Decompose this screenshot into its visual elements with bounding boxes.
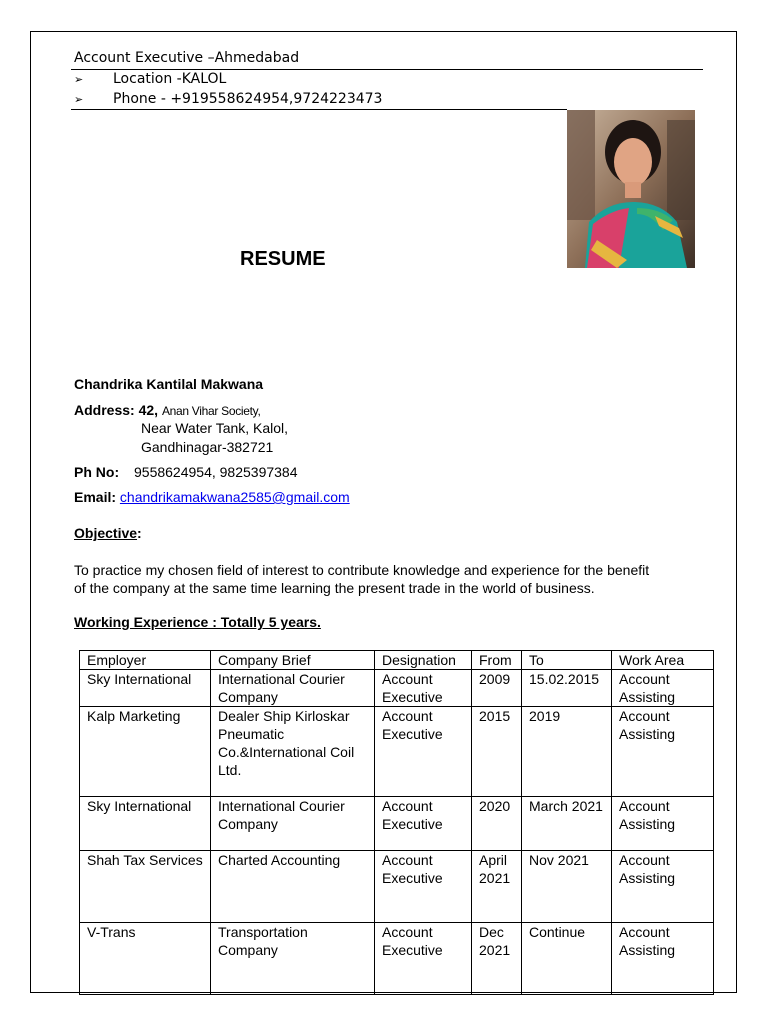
table-row	[80, 851, 714, 923]
email-link[interactable]: chandrikamakwana2585@gmail.com	[119, 489, 350, 505]
address-line-3: Gandhinagar-382721	[141, 439, 274, 455]
cell-company-brief: Transportation Company	[211, 923, 375, 995]
cell-employer: Kalp Marketing	[80, 707, 211, 797]
cell-to: Continue	[522, 923, 612, 995]
email-line	[74, 488, 350, 506]
cell-from: 2015	[472, 707, 522, 797]
cell-work-area: Account Assisting	[612, 797, 714, 851]
objective-heading: Objective:	[74, 525, 142, 541]
cell-designation: Account Executive	[375, 670, 472, 707]
resume-title: RESUME	[240, 248, 326, 270]
header-divider	[71, 69, 703, 70]
profile-photo	[567, 110, 695, 268]
address-number: 42,	[138, 402, 159, 418]
address-line	[74, 401, 261, 420]
cell-designation: Account Executive	[375, 851, 472, 923]
cell-employer: Sky International	[80, 670, 211, 707]
bullet-icon: ➢	[74, 74, 84, 86]
table-row	[80, 923, 714, 995]
cell-company-brief: International Courier Company	[211, 670, 375, 707]
cell-employer: Sky International	[80, 797, 211, 851]
cell-company-brief: Charted Accounting	[211, 851, 375, 923]
cell-to: 15.02.2015	[522, 670, 612, 707]
phone-header-text: Phone - +919558624954,9724223473	[113, 91, 383, 107]
cell-work-area: Account Assisting	[612, 707, 714, 797]
header-company-brief: Company Brief	[211, 651, 375, 670]
cell-from: 2020	[472, 797, 522, 851]
header-work-area: Work Area	[612, 651, 714, 670]
cell-designation: Account Executive	[375, 797, 472, 851]
cell-work-area: Account Assisting	[612, 851, 714, 923]
cell-from: 2009	[472, 670, 522, 707]
header-from: From	[472, 651, 522, 670]
table-row	[80, 670, 714, 707]
job-title-header: Account Executive –Ahmedabad	[74, 50, 300, 66]
table-row	[80, 797, 714, 851]
address-label: Address:	[74, 402, 135, 418]
header-divider	[71, 109, 567, 110]
phone-label: Ph No:	[74, 464, 120, 480]
header-to: To	[522, 651, 612, 670]
bullet-icon: ➢	[74, 94, 84, 106]
experience-table	[79, 650, 714, 995]
cell-designation: Account Executive	[375, 707, 472, 797]
cell-work-area: Account Assisting	[612, 670, 714, 707]
cell-employer: V-Trans	[80, 923, 211, 995]
full-name: Chandrika Kantilal Makwana	[74, 376, 264, 392]
cell-to: 2019	[522, 707, 612, 797]
experience-heading: Working Experience : Totally 5 years.	[74, 614, 321, 630]
objective-line-1: To practice my chosen field of interest to contribute knowledge and experience for the benefit	[74, 562, 650, 578]
header-designation: Designation	[375, 651, 472, 670]
cell-designation: Account Executive	[375, 923, 472, 995]
header-employer: Employer	[80, 651, 211, 670]
cell-company-brief: International Courier Company	[211, 797, 375, 851]
objective-line-2: of the company at the same time learning the present trade in the world of business.	[74, 580, 595, 596]
cell-from: April 2021	[472, 851, 522, 923]
phone-value: 9558624954, 9825397384	[134, 464, 298, 480]
email-label: Email:	[74, 489, 117, 505]
address-line-2: Near Water Tank, Kalol,	[141, 420, 289, 436]
cell-from: Dec 2021	[472, 923, 522, 995]
cell-employer: Shah Tax Services	[80, 851, 211, 923]
table-header-row	[80, 651, 714, 670]
address-line-1: Anan Vihar Society,	[161, 404, 261, 418]
cell-work-area: Account Assisting	[612, 923, 714, 995]
table-row	[80, 707, 714, 797]
cell-to: Nov 2021	[522, 851, 612, 923]
cell-company-brief: Dealer Ship Kirloskar Pneumatic Co.&International Coil Ltd.	[211, 707, 375, 797]
location-text: Location -KALOL	[113, 71, 227, 87]
cell-to: March 2021	[522, 797, 612, 851]
